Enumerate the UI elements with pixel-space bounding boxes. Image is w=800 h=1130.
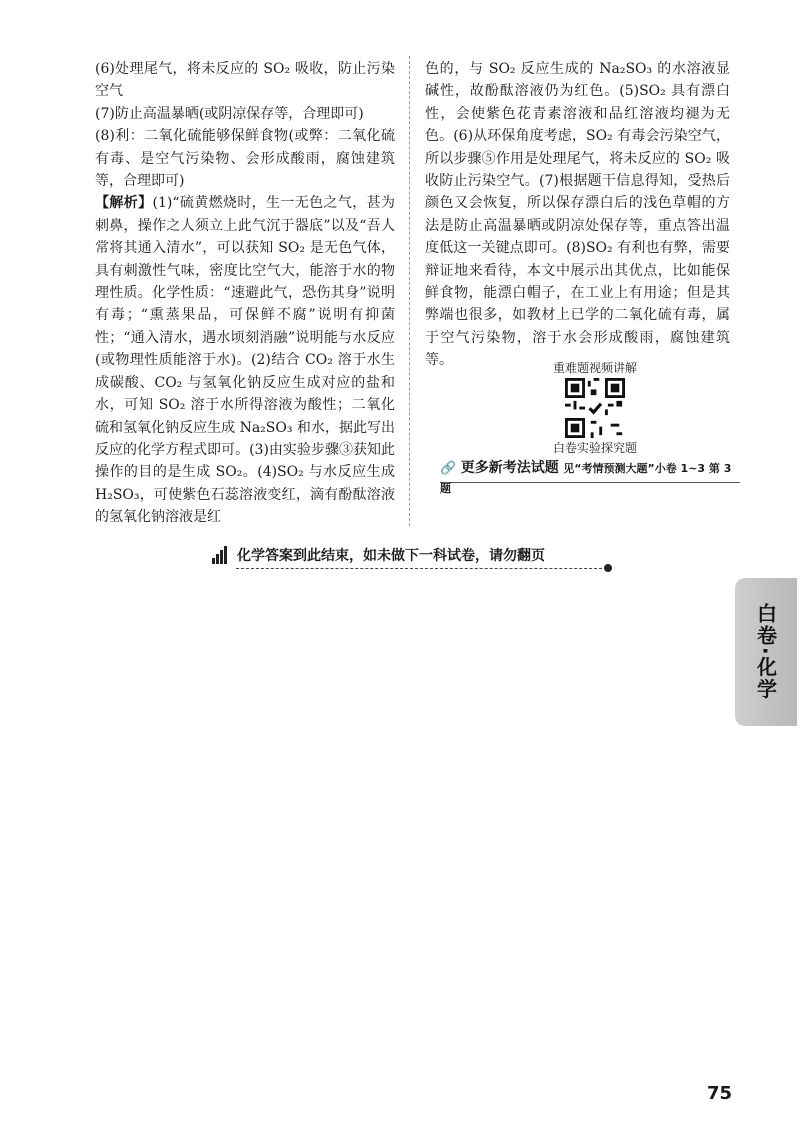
analysis-paragraph xyxy=(95,192,395,528)
side-tab-label: 白卷·化学 xyxy=(753,603,778,701)
qr-caption-bottom: 白卷实验探究题 xyxy=(552,441,637,455)
qr-caption-top: 重难题视频讲解 xyxy=(552,361,637,375)
answer-7: (7)防止高温暴晒(或阴凉保存等，合理即可) xyxy=(95,105,364,122)
page-number: 75 xyxy=(707,1083,733,1104)
column-divider xyxy=(409,56,410,526)
end-banner xyxy=(212,542,612,568)
answer-6: (6)处理尾气，将未反应的 SO₂ 吸收，防止污染空气 xyxy=(95,61,395,100)
analysis-continued: 色的，与 SO₂ 反应生成的 Na₂SO₃ 的水溶液显碱性，故酚酞溶液仍为红色。(5)SO₂ 具有漂白性，会使紫色花青素溶液和品红溶液均褪为无色。(6)从环保角度考虑，SO₂ 有毒会污染空气，所以步骤⑤作用是处理尾气，将未反应的 SO₂ 吸收防止污染空气。(7)根据题干信息得知，受热后颜色又会恢复，所以保存漂白后的浅色草帽的方法是防止高温暴晒或阴凉处保存等，重点答出温度低这一关键点即可。(8)SO₂ 有利也有弊，需要辩证地来看待，本文中展示出其优点，比如能保鲜食物，能漂白帽子，在工业上有用途；但是其弊端也很多，如教材上已学的二氧化硫有毒，属于空气污染物，溶于水会形成酸雨，腐蚀建筑等。 xyxy=(425,61,730,369)
more-tests-line xyxy=(440,458,740,499)
qr-block xyxy=(530,360,660,456)
analysis-label: 【解析】 xyxy=(95,195,153,212)
end-banner-dot xyxy=(604,564,612,572)
answer-8: (8)利：二氧化硫能够保鲜食物(或弊：二氧化硫有毒、是空气污染物、会形成酸雨，腐蚀建筑等，合理即可) xyxy=(95,128,395,190)
link-icon: 🔗 xyxy=(440,461,457,476)
more-tests-underline xyxy=(440,482,740,483)
left-column xyxy=(95,58,395,529)
analysis-text: (1)“硫黄燃烧时，生一无色之气，甚为刺鼻，操作之人须立上此气沉于器底”以及“吾人常将其通入清水”，可以获知 SO₂ 是无色气体，具有刺激性气味，密度比空气大，能溶于水的物理性质。化学性质：“速避此气，恐伤其身”说明有毒；“熏蒸果品，可保鲜不腐”说明有抑菌性；“通入清水，遇水顷刻消融”说明能与水反应(或物理性质能溶于水)。(2)结合 CO₂ 溶于水生成碳酸、CO₂ 与氢氧化钠反应生成对应的盐和水，可知 SO₂ 溶于水所得溶液为酸性；二氧化硫和氢氧化钠反应生成 Na₂SO₃ 和水，据此写出反应的化学方程式即可。(3)由实验步骤③获知此操作的目的是生成 SO₂。(4)SO₂ 与水反应生成 H₂SO₃，可使紫色石蕊溶液变红，滴有酚酞溶液的氢氧化钠溶液是红 xyxy=(95,195,395,526)
bars-icon xyxy=(212,546,227,564)
end-banner-dash xyxy=(236,568,612,569)
more-tests-detail: 见“考情预测大题”小卷 1~3 第 3 题 xyxy=(440,462,732,495)
end-banner-text: 化学答案到此结束，如未做下一科试卷，请勿翻页 xyxy=(237,548,545,564)
more-tests-title: 更多新考法试题 xyxy=(460,460,559,476)
right-column xyxy=(425,58,730,372)
qr-code-icon[interactable] xyxy=(565,378,625,438)
side-tab xyxy=(735,578,797,726)
